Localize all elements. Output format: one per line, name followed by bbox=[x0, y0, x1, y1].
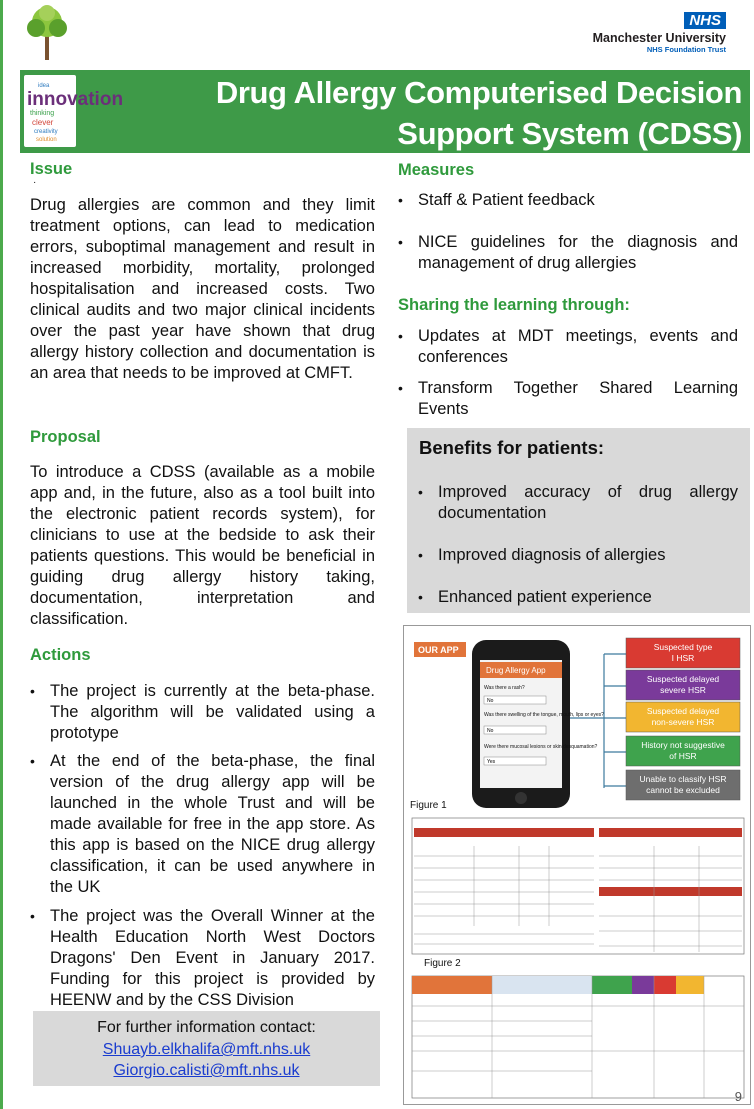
benefits-heading: Benefits for patients: bbox=[419, 437, 605, 458]
logo-word: solution bbox=[36, 137, 57, 143]
measures-item-1: • Staff & Patient feedback bbox=[418, 190, 738, 211]
outcome-label: History not suggestive bbox=[641, 740, 725, 750]
outcome-label: severe HSR bbox=[660, 685, 706, 695]
issue-text: Drug allergies are common and they limit treatment options, can lead to medication errors, suboptimal management and result in increased morbidity, mortality, prolonged hospitalisation and increased costs. Two clinical audits and two major clinical incidents over the past year have shown that drug allergy history collection and documentation is an area that needs to be improved at CMFT. bbox=[30, 196, 375, 382]
logo-word: clever bbox=[32, 118, 54, 127]
connector-lines bbox=[570, 654, 626, 788]
allergy-form-table bbox=[412, 818, 744, 954]
outcome-label: Suspected type bbox=[653, 642, 713, 652]
logo-word: creativity bbox=[34, 129, 58, 135]
logo-word: idea bbox=[38, 83, 50, 89]
email-link-1[interactable]: Shuayb.elkhalifa@mft.nhs.uk bbox=[102, 1041, 311, 1058]
actions-item-3: • The project was the Overall Winner at the Health Education North West Doctors Dragons' Den Event in January 2017. Funding for this project is provided by HEENW and by the CSS Division bbox=[50, 906, 375, 1011]
answer-3: Yes bbox=[487, 759, 496, 765]
proposal-heading: Proposal bbox=[30, 428, 101, 446]
page-title-line1: Drug Allergy Computerised Decision bbox=[215, 75, 742, 110]
classification-table bbox=[412, 976, 744, 1098]
contact-box bbox=[33, 1011, 380, 1086]
page-title-line2: Support System (CDSS) bbox=[397, 116, 742, 151]
issue-marker: · bbox=[33, 177, 37, 188]
idea-wordcloud-logo bbox=[24, 75, 124, 147]
question-1: Was there a rash? bbox=[484, 685, 525, 691]
actions-heading: Actions bbox=[30, 646, 91, 664]
outcome-label: I HSR bbox=[671, 653, 695, 663]
tree-logo-icon bbox=[22, 4, 72, 62]
outcome-label: of HSR bbox=[669, 751, 697, 761]
question-2: Was there swelling of the tongue, mouth, lips or eyes? bbox=[484, 712, 604, 718]
sharing-heading: Sharing the learning through: bbox=[398, 296, 630, 314]
measures-item-2: • NICE guidelines for the diagnosis and management of drug allergies bbox=[418, 232, 738, 274]
left-border bbox=[0, 0, 3, 1109]
logo-word: thinking bbox=[30, 110, 55, 117]
phone-screen bbox=[480, 660, 562, 788]
outcome-label: Suspected delayed bbox=[646, 674, 720, 684]
question-3: Were there mucosal lesions or skin desquamation? bbox=[484, 744, 598, 750]
org-name: Manchester University bbox=[592, 31, 726, 45]
app-figure-drawing bbox=[404, 626, 750, 1104]
app-figure bbox=[403, 625, 751, 1105]
app-title: Drug Allergy App bbox=[486, 666, 546, 675]
page-number: 9 bbox=[734, 1089, 742, 1104]
actions-item-1: • The project is currently at the beta-phase. The algorithm will be validated using a prototype bbox=[50, 681, 375, 744]
outcome-label: Unable to classify HSR bbox=[639, 774, 727, 784]
sharing-item-1: • Updates at MDT meetings, events and conferences bbox=[418, 326, 738, 368]
benefits-item-2: • Improved diagnosis of allergies bbox=[438, 545, 738, 566]
proposal-text: To introduce a CDSS (available as a mobile app and, in the future, also as a tool built into the electronic patient records system), for clinicians to use at the bedside to ask their patients questions. This would be beneficial in guiding drug allergy history taking, documentation, interpretation and classification. bbox=[30, 463, 375, 628]
figure-2-label: Figure 2 bbox=[424, 958, 461, 969]
phone-home-button bbox=[515, 792, 527, 804]
outcome-boxes bbox=[626, 638, 740, 800]
actions-item-2: • At the end of the beta-phase, the final version of the drug allergy app will be launched in the whole Trust and will be made available for free in the app store. As this app is based on the NICE drug allergy classification, it can be used anywhere in the UK bbox=[50, 751, 375, 898]
outcome-label: Suspected delayed bbox=[646, 706, 720, 716]
org-subtitle: NHS Foundation Trust bbox=[646, 45, 726, 54]
our-app-text: OUR APP bbox=[418, 645, 459, 655]
contact-label: For further information contact: bbox=[97, 1019, 316, 1036]
benefits-item-3: • Enhanced patient experience bbox=[438, 587, 738, 608]
logo-word: innovation bbox=[27, 89, 124, 110]
benefits-item-1: • Improved accuracy of drug allergy documentation bbox=[438, 482, 738, 524]
email-link-2[interactable]: Giorgio.calisti@mft.nhs.uk bbox=[113, 1062, 300, 1079]
sharing-item-2: • Transform Together Shared Learning Events bbox=[418, 378, 738, 420]
answer-2: No bbox=[487, 728, 494, 734]
outcome-label: non-severe HSR bbox=[651, 717, 715, 727]
benefits-box bbox=[407, 428, 750, 613]
figure-1-label: Figure 1 bbox=[410, 800, 447, 811]
answer-1: No bbox=[487, 698, 494, 704]
issue-heading: Issue bbox=[30, 160, 73, 178]
measures-heading: Measures bbox=[398, 161, 475, 179]
nhs-logo: NHS bbox=[684, 12, 726, 29]
outcome-label: cannot be excluded bbox=[646, 785, 720, 795]
